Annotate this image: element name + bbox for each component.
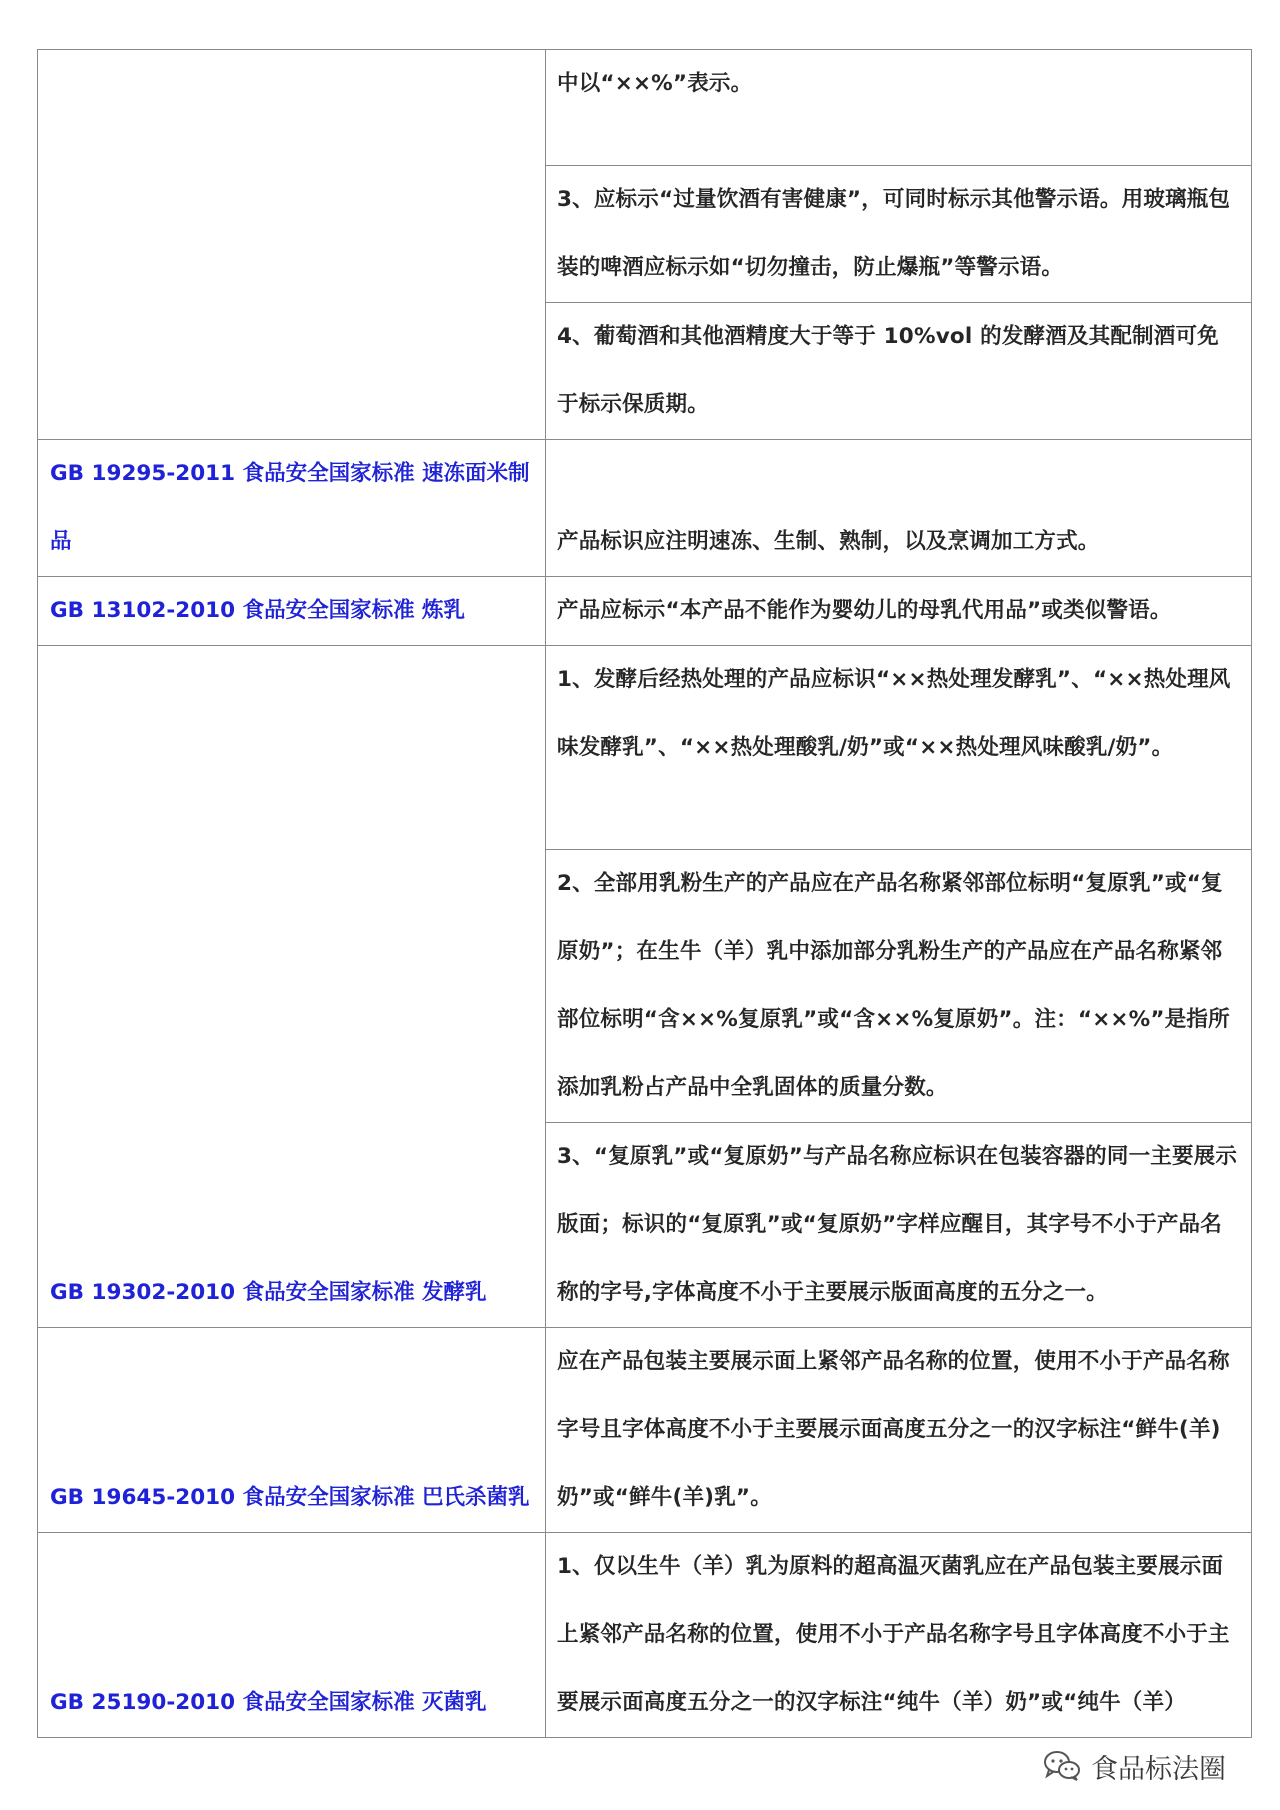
standard-cell: GB 25190-2010 食品安全国家标准 灭菌乳 (38, 1533, 546, 1738)
table-row (38, 1328, 1252, 1533)
table-row (38, 646, 1252, 850)
table-row (38, 1533, 1252, 1738)
watermark (1043, 1746, 1226, 1786)
standard-cell: GB 13102-2010 食品安全国家标准 炼乳 (38, 577, 546, 646)
table-row (38, 50, 1252, 166)
requirement-cell: 1、仅以生牛（羊）乳为原料的超高温灭菌乳应在产品包装主要展示面上紧邻产品名称的位置，使用不小于产品名称字号且字体高度不小于主要展示面高度五分之一的汉字标注“纯牛（羊）奶”或“纯牛（羊） (546, 1533, 1252, 1738)
requirement-cell: 2、全部用乳粉生产的产品应在产品名称紧邻部位标明“复原乳”或“复原奶”；在生牛（羊）乳中添加部分乳粉生产的产品应在产品名称紧邻部位标明“含××%复原乳”或“含××%复原奶”。注：“××%”是指所添加乳粉占产品中全乳固体的质量分数。 (546, 850, 1252, 1123)
standard-cell (38, 50, 546, 440)
requirement-cell: 产品应标示“本产品不能作为婴幼儿的母乳代用品”或类似警语。 (546, 577, 1252, 646)
wechat-icon (1043, 1750, 1081, 1782)
requirement-cell: 1、发酵后经热处理的产品应标识“××热处理发酵乳”、“××热处理风味发酵乳”、“××热处理酸乳/奶”或“××热处理风味酸乳/奶”。 (546, 646, 1252, 850)
watermark-text: 食品标法圈 (1091, 1753, 1226, 1785)
requirement-cell: 产品标识应注明速冻、生制、熟制，以及烹调加工方式。 (546, 440, 1252, 577)
requirement-cell: 3、应标示“过量饮酒有害健康”，可同时标示其他警示语。用玻璃瓶包装的啤酒应标示如“切勿撞击，防止爆瓶”等警示语。 (546, 166, 1252, 303)
requirement-cell: 4、葡萄酒和其他酒精度大于等于 10%vol 的发酵酒及其配制酒可免于标示保质期。 (546, 303, 1252, 440)
standard-cell: GB 19645-2010 食品安全国家标准 巴氏杀菌乳 (38, 1328, 546, 1533)
standards-table (37, 49, 1252, 1738)
standard-cell: GB 19295-2011 食品安全国家标准 速冻面米制品 (38, 440, 546, 577)
table-row (38, 440, 1252, 577)
requirement-cell: 应在产品包装主要展示面上紧邻产品名称的位置，使用不小于产品名称字号且字体高度不小于主要展示面高度五分之一的汉字标注“鲜牛(羊)奶”或“鲜牛(羊)乳”。 (546, 1328, 1252, 1533)
standard-cell: GB 19302-2010 食品安全国家标准 发酵乳 (38, 646, 546, 1328)
requirement-cell: 3、“复原乳”或“复原奶”与产品名称应标识在包装容器的同一主要展示版面；标识的“复原乳”或“复原奶”字样应醒目，其字号不小于产品名称的字号,字体高度不小于主要展示版面高度的五分之一。 (546, 1123, 1252, 1328)
table-row (38, 577, 1252, 646)
requirement-cell: 中以“××%”表示。 (546, 50, 1252, 166)
